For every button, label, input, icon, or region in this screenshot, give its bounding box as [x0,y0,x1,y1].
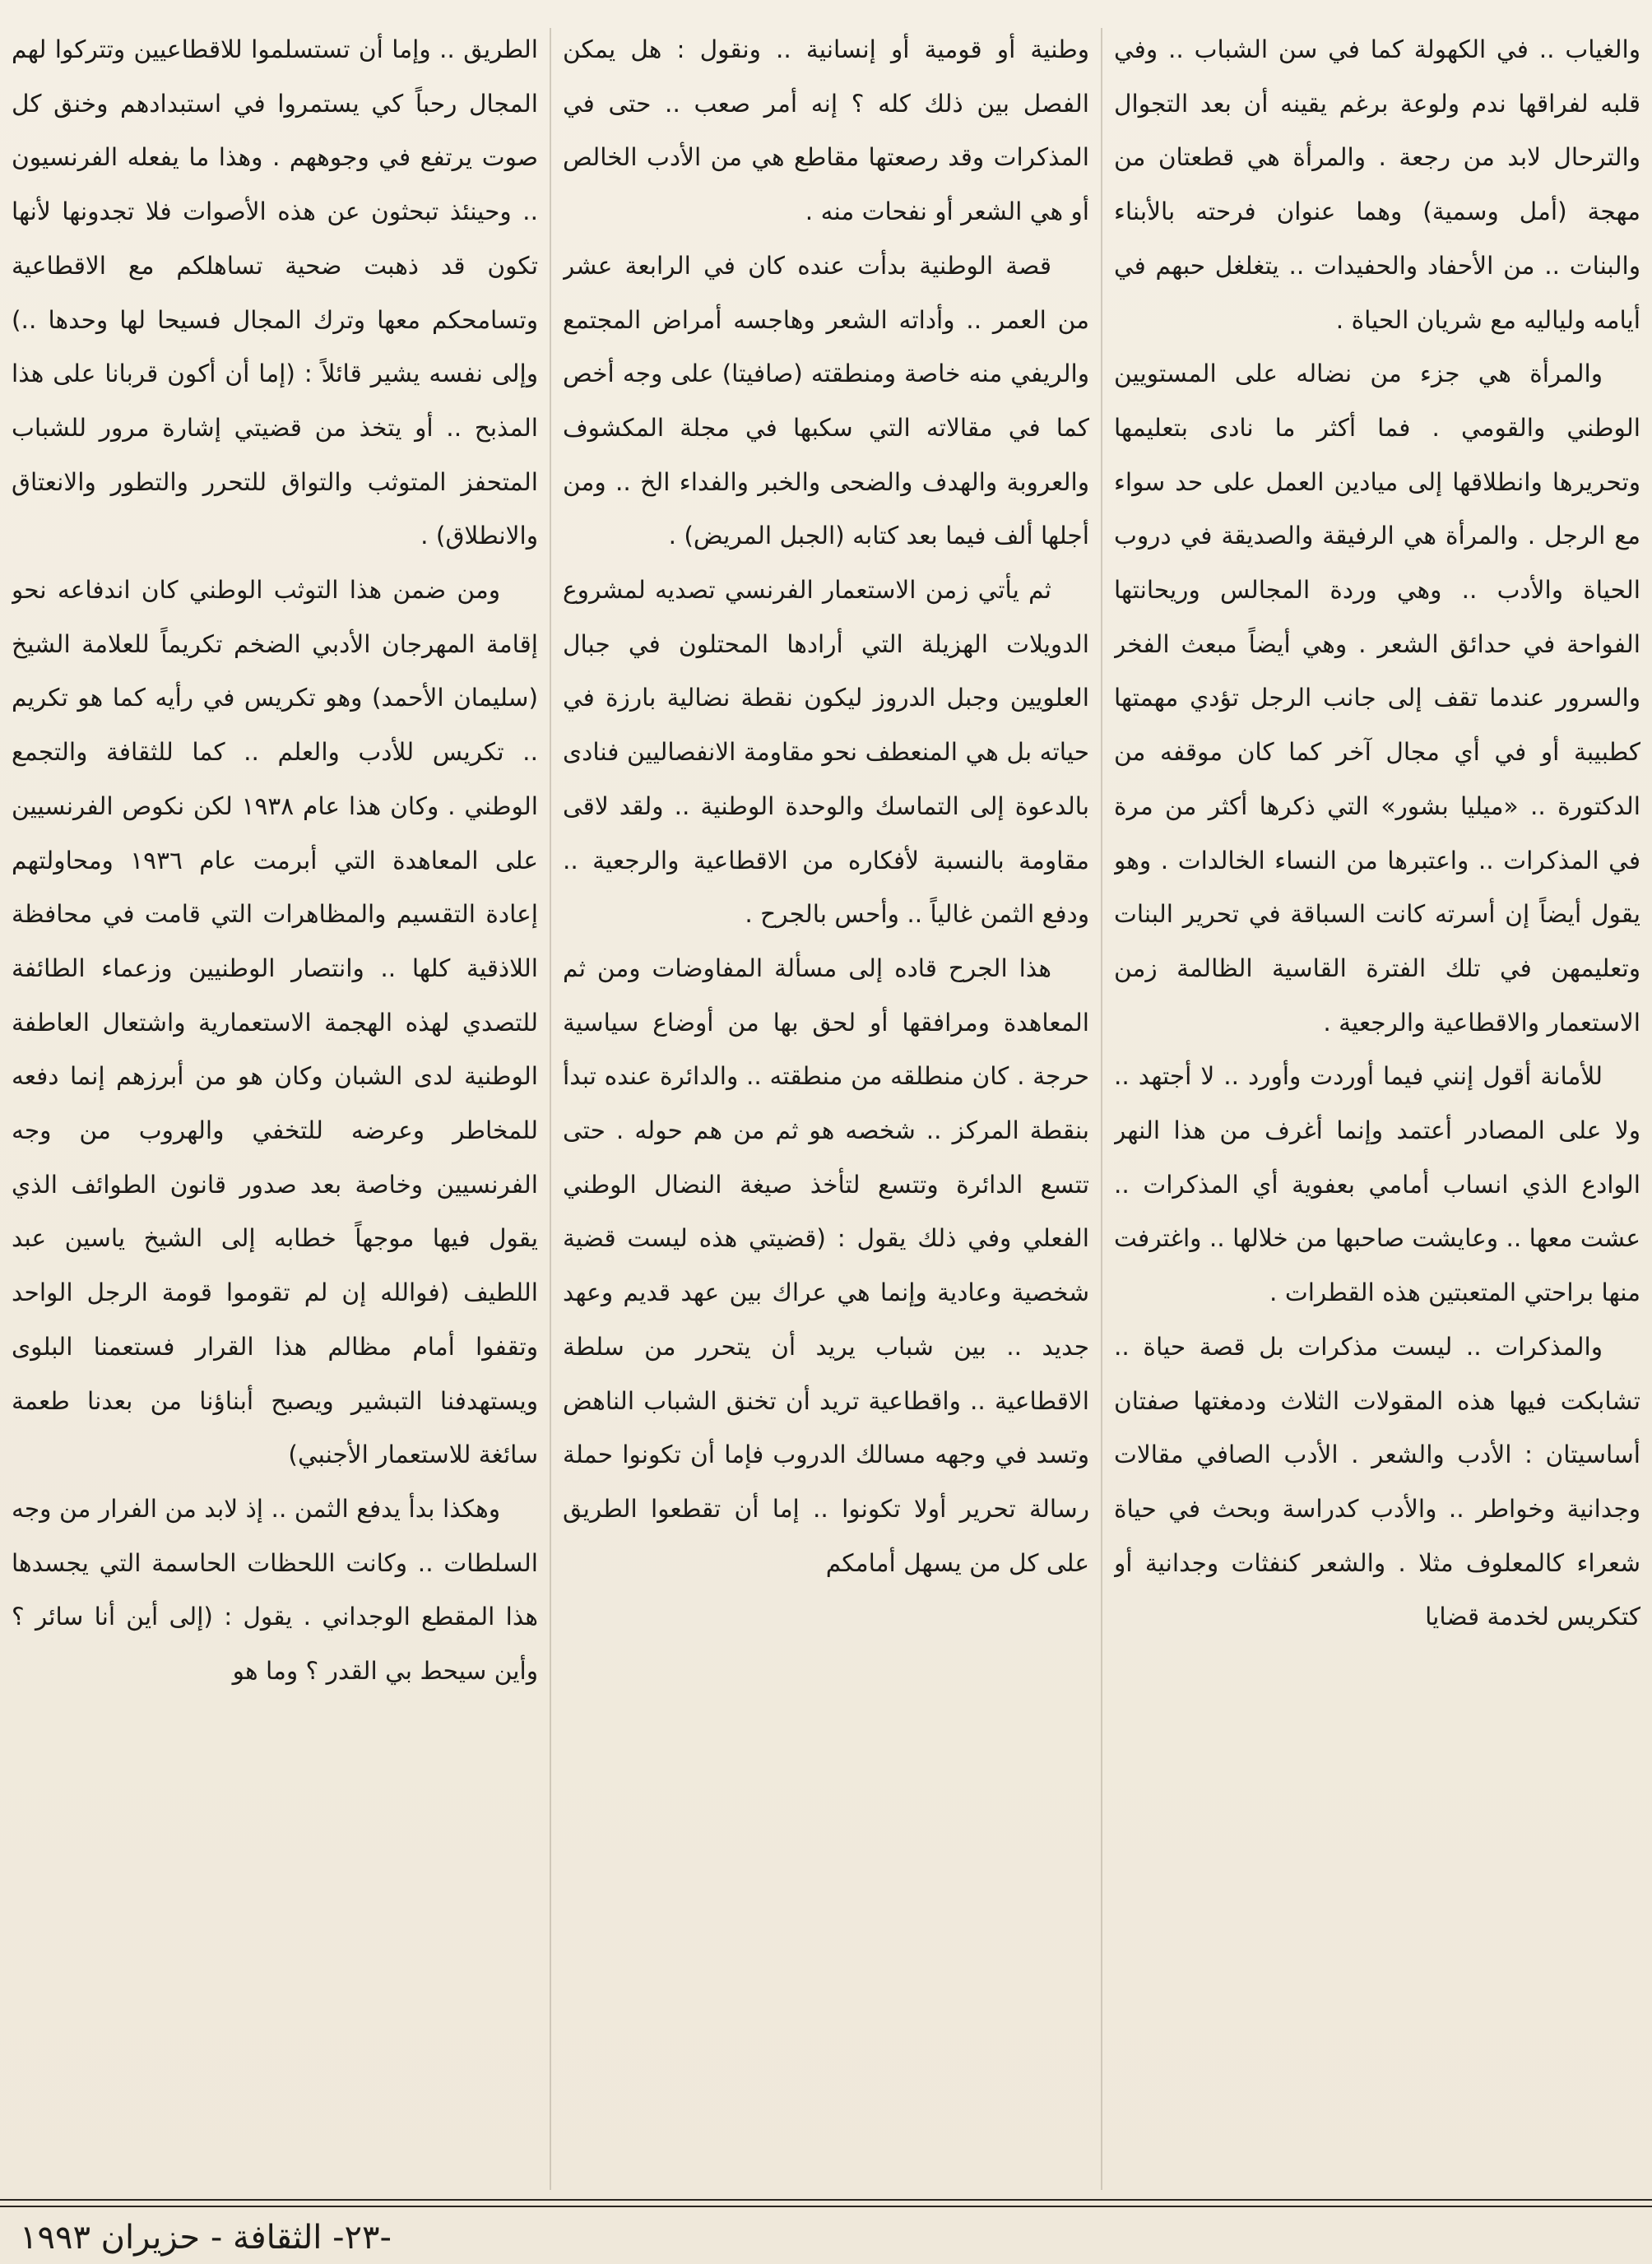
paragraph: والمرأة هي جزء من نضاله على المستويين الوطني والقومي . فما أكثر ما نادى بتعليمها وتحريرها وانطلاقها إلى ميادين العمل على حد سواء مع الرجل . والمرأة هي الرفيقة والصديقة في دروب الحياة والأدب .. وهي وردة المجالس وريحانتها الفواحة في حدائق الشعر . وهي أيضاً مبعث الفخر والسرور عندما تقف إلى جانب الرجل تؤدي مهمتها كطبيبة أو في أي مجال آخر كما كان موقفه من الدكتورة .. «ميليا بشور» التي ذكرها أكثر من مرة في المذكرات .. واعتبرها من النساء الخالدات . وهو يقول أيضاً إن أسرته كانت السباقة في تحرير البنات وتعليمهن في تلك الفترة القاسية الظالمة زمن الاستعمار والاقطاعية والرجعية . [1114,360,1640,1037]
column-divider [1101,28,1102,2190]
paragraph: الطريق .. وإما أن تستسلموا للاقطاعيين وتتركوا لهم المجال رحباً كي يستمروا في استبدادهم وخنق كل صوت يرتفع في وجوههم . وهذا ما يفعله الفرنسيون .. وحينئذ تبحثون عن هذه الأصوات فلا تجدونها لأنها تكون قد ذهبت ضحية تساهلكم مع الاقطاعية وتسامحكم معها وترك المجال فسيحا لها وحدها ..) وإلى نفسه يشير قائلاً : (إما أن أكون قربانا على هذا المذبح .. أو يتخذ من قضيتي إشارة مرور للشباب المتحفز المتوثب والتواق للتحرر والتطور والانعتاق والانطلاق) . [12,35,538,550]
paragraph: هذا الجرح قاده إلى مسألة المفاوضات ومن ثم المعاهدة ومرافقها أو لحق بها من أوضاع سياسية حرجة . كان منطلقه من منطقته .. والدائرة عنده تبدأ بنقطة المركز .. شخصه هو ثم من هم حوله . حتى تتسع الدائرة وتتسع لتأخذ صيغة النضال الوطني الفعلي وفي ذلك يقول : (قضيتي هذه ليست قضية شخصية وعادية وإنما هي عراك بين عهد قديم وعهد جديد .. بين شباب يريد أن يتحرر من سلطة الاقطاعية .. واقطاعية تريد أن تخنق الشباب الناهض وتسد في وجهه مسالك الدروب فإما أن تكونوا حملة رسالة تحرير أولا تكونوا .. إما أن تقطعوا الطريق على كل من يسهل أمامكم [563,953,1089,1577]
paragraph: وطنية أو قومية أو إنسانية .. ونقول : هل يمكن الفصل بين ذلك كله ؟ إنه أمر صعب .. حتى في المذكرات وقد رصعتها مقاطع هي من الأدب الخالص أو هي الشعر أو نفحات منه . [563,35,1089,226]
article-column-left [12,23,538,2195]
article-column-middle [563,23,1089,2195]
footer-rule [0,2199,1652,2207]
column-divider [550,28,551,2190]
page-footer: -٢٣- الثقافة - حزيران ١٩٩٣ [20,2219,392,2257]
paragraph: والمذكرات .. ليست مذكرات بل قصة حياة .. تشابكت فيها هذه المقولات الثلاث ودمغتها صفتان أساسيتان : الأدب والشعر . الأدب الصافي مقالات وجدانية وخواطر .. والأدب كدراسة وبحث في حياة شعراء كالمعلوف مثلا . والشعر كنفثات وجدانية أو كتكريس لخدمة قضايا [1114,1332,1640,1631]
article-column-right [1114,23,1640,2195]
paragraph: قصة الوطنية بدأت عنده كان في الرابعة عشر من العمر .. وأداته الشعر وهاجسه أمراض المجتمع والريفي منه خاصة ومنطقته (صافيتا) على وجه أخص كما في مقالاته التي سكبها في مجلة المكشوف والعروبة والهدف والضحى والخبر والفداء الخ .. ومن أجلها ألف فيما بعد كتابه (الجبل المريض) . [563,251,1089,550]
article-columns [12,23,1640,2195]
paragraph: والغياب .. في الكهولة كما في سن الشباب .. وفي قلبه لفراقها ندم ولوعة برغم يقينه أن بعد التجوال والترحال لابد من رجعة . والمرأة هي قطعتان من مهجة (أمل وسمية) وهما عنوان فرحته بالأبناء والبنات .. من الأحفاد والحفيدات .. يتغلغل حبهم في أيامه ولياليه مع شريان الحياة . [1114,35,1640,334]
paragraph: ثم يأتي زمن الاستعمار الفرنسي تصديه لمشروع الدويلات الهزيلة التي أرادها المحتلون في جبال العلويين وجبل الدروز ليكون نقطة نضالية بارزة في حياته بل هي المنعطف نحو مقاومة الانفصاليين فنادى بالدعوة إلى التماسك والوحدة الوطنية .. ولقد لاقى مقاومة بالنسبة لأفكاره من الاقطاعية والرجعية .. ودفع الثمن غالياً .. وأحس بالجرح . [563,576,1089,929]
paragraph: وهكذا بدأ يدفع الثمن .. إذ لابد من الفرار من وجه السلطات .. وكانت اللحظات الحاسمة التي يجسدها هذا المقطع الوجداني . يقول : (إلى أين أنا سائر ؟ وأين سيحط بي القدر ؟ وما هو [12,1494,538,1686]
paragraph: للأمانة أقول إنني فيما أوردت وأورد .. لا أجتهد .. ولا على المصادر أعتمد وإنما أغرف من هذا النهر الوادع الذي انساب أمامي بعفوية أي المذكرات .. عشت معها .. وعايشت صاحبها من خلالها .. واغترفت منها براحتي المتعبتين هذه القطرات . [1114,1062,1640,1307]
paragraph: ومن ضمن هذا التوثب الوطني كان اندفاعه نحو إقامة المهرجان الأدبي الضخم تكريماً للعلامة الشيخ (سليمان الأحمد) وهو تكريس في رأيه كما هو تكريم .. تكريس للأدب والعلم .. كما للثقافة والتجمع الوطني . وكان هذا عام ١٩٣٨ لكن نكوص الفرنسيين على المعاهدة التي أبرمت عام ١٩٣٦ ومحاولتهم إعادة التقسيم والمظاهرات التي قامت في محافظة اللاذقية كلها .. وانتصار الوطنيين وزعماء الطائفة للتصدي لهذه الهجمة الاستعمارية واشتعال العاطفة الوطنية لدى الشبان وكان هو من أبرزهم إنما دفعه للمخاطر وعرضه للتخفي والهروب من وجه الفرنسيين وخاصة بعد صدور قانون الطوائف الذي يقول فيها موجهاً خطابه إلى الشيخ ياسين عبد اللطيف (فوالله إن لم تقوموا قومة الرجل الواحد وتقفوا أمام مظالم هذا القرار فستعمنا البلوى ويستهدفنا التبشير ويصبح أبناؤنا من بعدنا طعمة سائغة للاستعمار الأجنبي) [12,576,538,1469]
